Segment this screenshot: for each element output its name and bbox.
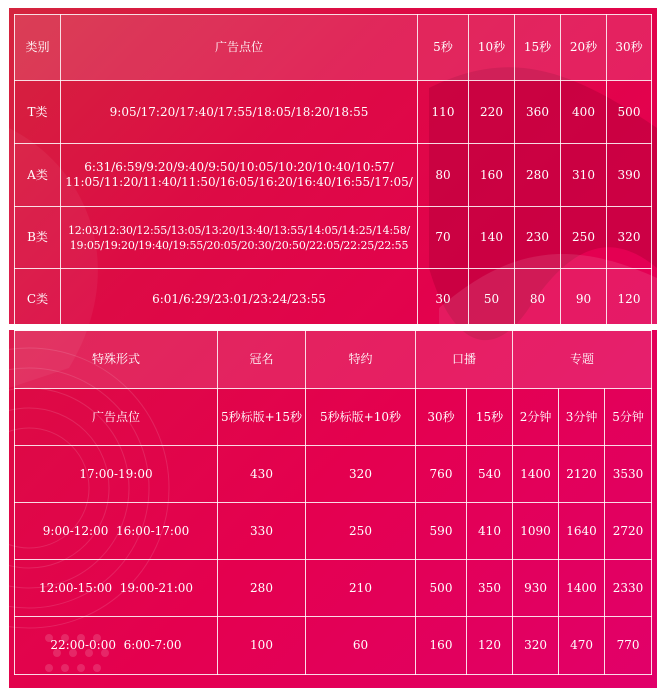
- header-special-sponsor: 特约: [306, 331, 416, 389]
- subheader-ad-slots: 广告点位: [15, 389, 218, 446]
- price-cell: 160: [469, 144, 515, 207]
- table-row: [15, 503, 652, 560]
- price-cell: 80: [515, 269, 561, 331]
- price-cell: 2120: [559, 446, 605, 503]
- price-cell: 430: [218, 446, 306, 503]
- price-cell: 210: [306, 560, 416, 617]
- price-cell: 500: [607, 81, 652, 144]
- subheader-3min: 3分钟: [559, 389, 605, 446]
- table-header-row: [15, 15, 652, 81]
- price-cell: 760: [416, 446, 467, 503]
- price-cell: 230: [515, 207, 561, 269]
- slot-cell: [61, 269, 418, 331]
- price-cell: 50: [469, 269, 515, 331]
- price-sheet: [9, 8, 657, 688]
- price-cell: 310: [561, 144, 607, 207]
- slot-cell: 12:00-15:00 19:00-21:00: [15, 560, 218, 617]
- table-header-row: [15, 331, 652, 389]
- price-cell: 140: [469, 207, 515, 269]
- slot-cell: [61, 81, 418, 144]
- price-cell: 90: [561, 269, 607, 331]
- price-table-time-slots: [14, 14, 652, 331]
- subheader-15s: 15秒: [467, 389, 513, 446]
- price-cell: 80: [418, 144, 469, 207]
- table-row: [15, 81, 652, 144]
- price-cell: 120: [467, 617, 513, 675]
- subheader-5min: 5分钟: [605, 389, 652, 446]
- header-special-format: 特殊形式: [15, 331, 218, 389]
- price-cell: 2330: [605, 560, 652, 617]
- price-cell: 280: [515, 144, 561, 207]
- price-cell: 590: [416, 503, 467, 560]
- price-cell: 160: [416, 617, 467, 675]
- price-cell: 110: [418, 81, 469, 144]
- price-cell: 330: [218, 503, 306, 560]
- category-cell: C类: [15, 269, 61, 331]
- slot-line: 12:03/12:30/12:55/13:05/13:20/13:40/13:55/14:05/14:25/14:58/: [67, 223, 411, 237]
- price-cell: 350: [467, 560, 513, 617]
- slot-cell: [61, 144, 418, 207]
- price-cell: 30: [418, 269, 469, 331]
- price-cell: 400: [561, 81, 607, 144]
- slot-line: 11:05/11:20/11:40/11:50/16:05/16:20/16:40/16:55/17:05/: [65, 175, 413, 189]
- price-table-special-formats: [14, 330, 652, 675]
- table-row: [15, 446, 652, 503]
- price-cell: 360: [515, 81, 561, 144]
- table-row: [15, 144, 652, 207]
- price-cell: 60: [306, 617, 416, 675]
- price-cell: 3530: [605, 446, 652, 503]
- table-subheader-row: [15, 389, 652, 446]
- slot-cell: 17:00-19:00: [15, 446, 218, 503]
- slot-cell: 9:00-12:00 16:00-17:00: [15, 503, 218, 560]
- price-cell: 410: [467, 503, 513, 560]
- category-cell: B类: [15, 207, 61, 269]
- table-row: [15, 207, 652, 269]
- price-cell: 1640: [559, 503, 605, 560]
- slot-line: 6:01/6:29/23:01/23:24/23:55: [152, 292, 326, 306]
- subheader-sponsor-format: 5秒标版+10秒: [306, 389, 416, 446]
- price-cell: 120: [607, 269, 652, 331]
- slot-line: 6:31/6:59/9:20/9:40/9:50/10:05/10:20/10:40/10:57/: [84, 160, 394, 174]
- price-cell: 470: [559, 617, 605, 675]
- header-20s: 20秒: [561, 15, 607, 81]
- slot-line: 9:05/17:20/17:40/17:55/18:05/18:20/18:55: [109, 104, 369, 119]
- header-15s: 15秒: [515, 15, 561, 81]
- header-feature: 专题: [513, 331, 652, 389]
- price-cell: 70: [418, 207, 469, 269]
- header-ad-slots: 广告点位: [61, 15, 418, 81]
- price-cell: 280: [218, 560, 306, 617]
- subheader-title-format: 5秒标版+15秒: [218, 389, 306, 446]
- price-cell: 1400: [559, 560, 605, 617]
- price-cell: 540: [467, 446, 513, 503]
- price-cell: 320: [513, 617, 559, 675]
- slot-cell: [61, 207, 418, 269]
- price-cell: 930: [513, 560, 559, 617]
- price-cell: 390: [607, 144, 652, 207]
- price-cell: 2720: [605, 503, 652, 560]
- subheader-2min: 2分钟: [513, 389, 559, 446]
- header-10s: 10秒: [469, 15, 515, 81]
- category-cell: A类: [15, 144, 61, 207]
- header-verbal-mention: 口播: [416, 331, 513, 389]
- header-title-sponsor: 冠名: [218, 331, 306, 389]
- table-row: [15, 560, 652, 617]
- header-5s: 5秒: [418, 15, 469, 81]
- price-cell: 320: [607, 207, 652, 269]
- price-cell: 500: [416, 560, 467, 617]
- price-cell: 1400: [513, 446, 559, 503]
- subheader-30s: 30秒: [416, 389, 467, 446]
- price-cell: 250: [561, 207, 607, 269]
- price-cell: 100: [218, 617, 306, 675]
- table-row: [15, 269, 652, 331]
- table-row: [15, 617, 652, 675]
- slot-line: 19:05/19:20/19:40/19:55/20:05/20:30/20:50/22:05/22:25/22:55: [69, 238, 409, 252]
- slot-cell: 22:00-0:00 6:00-7:00: [15, 617, 218, 675]
- price-cell: 770: [605, 617, 652, 675]
- price-cell: 320: [306, 446, 416, 503]
- header-30s: 30秒: [607, 15, 652, 81]
- price-cell: 220: [469, 81, 515, 144]
- header-category: 类别: [15, 15, 61, 81]
- price-cell: 250: [306, 503, 416, 560]
- category-cell: T类: [15, 81, 61, 144]
- price-cell: 1090: [513, 503, 559, 560]
